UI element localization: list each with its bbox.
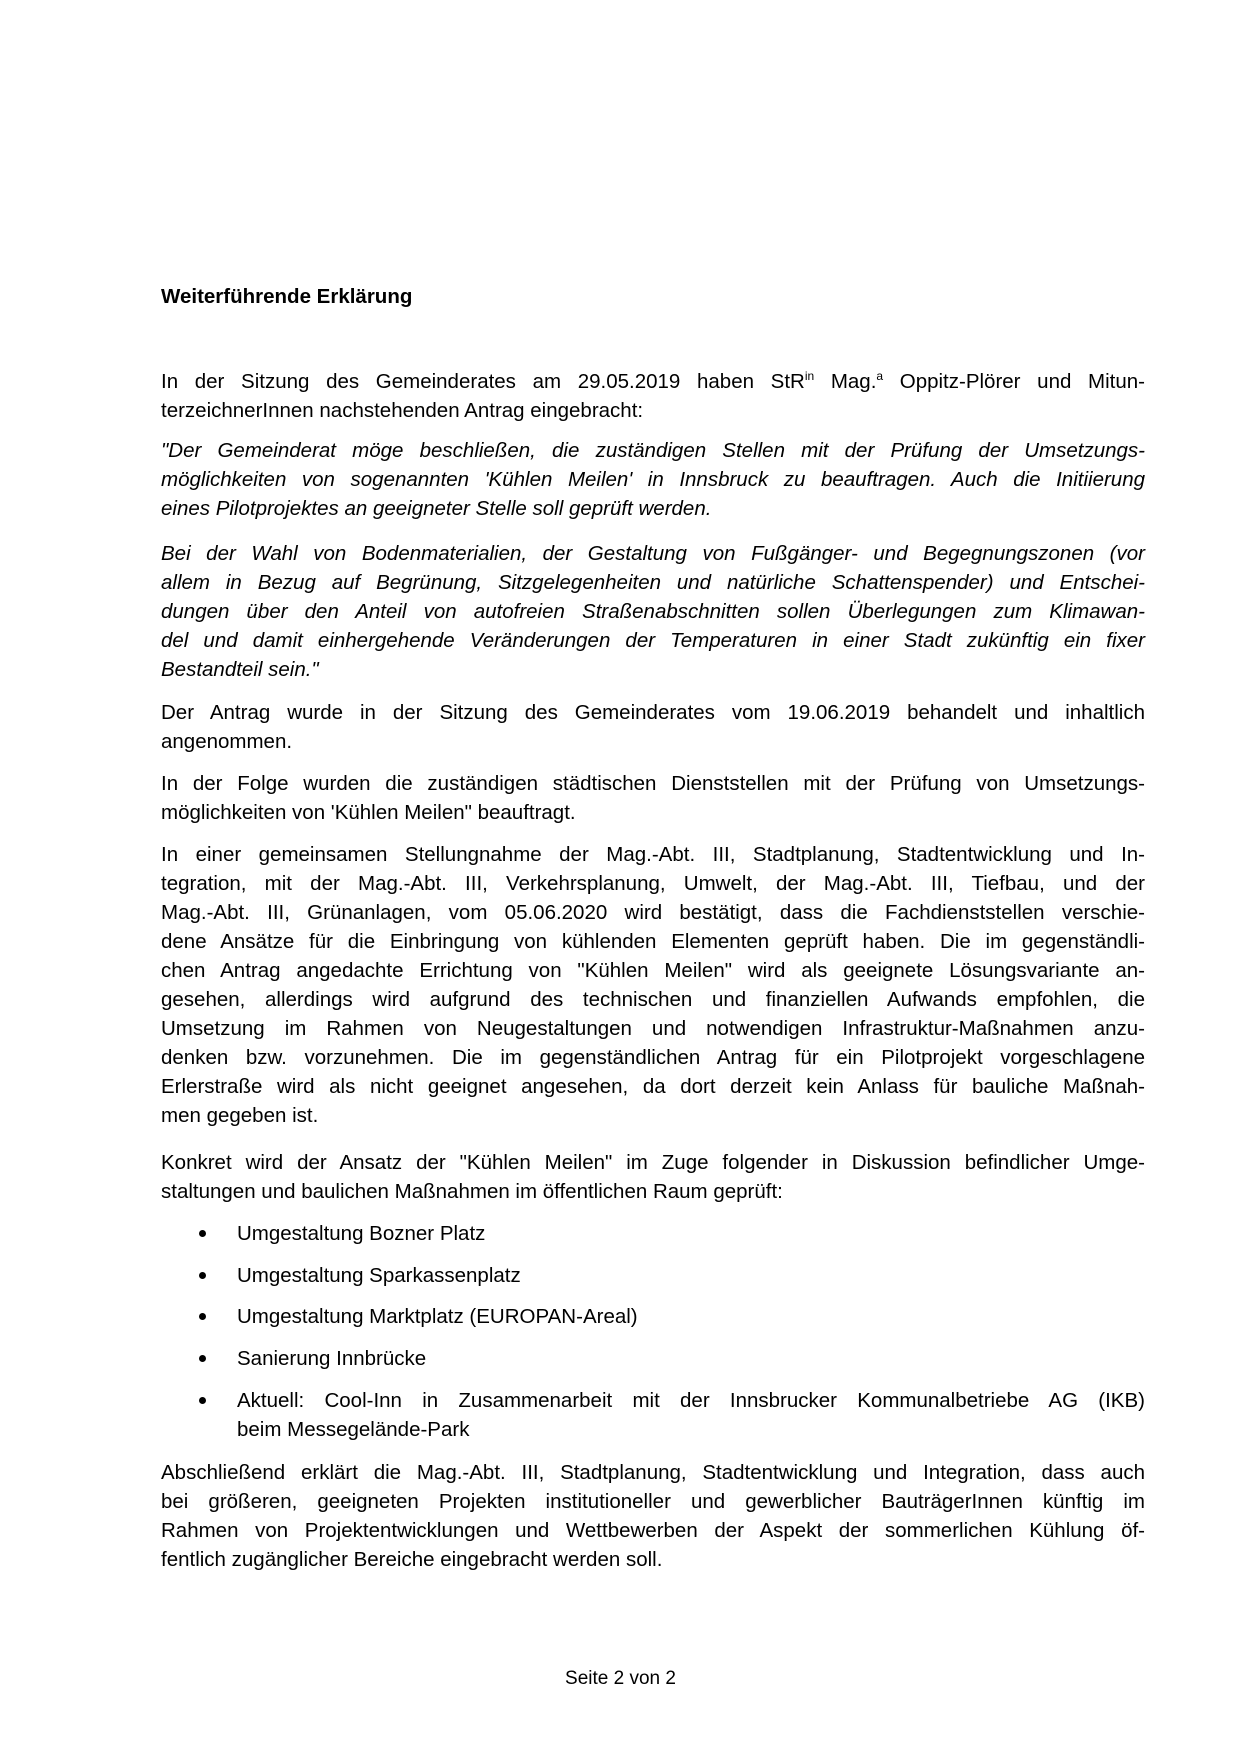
text-line: men gegeben ist.	[161, 1104, 319, 1127]
text-line: möglichkeiten von 'Kühlen Meilen" beauftragt.	[161, 801, 576, 824]
text-line: Der Antrag wurde in der Sitzung des Gemeinderates vom 19.06.2019 behandelt und inhaltlich	[161, 701, 1145, 724]
text-line: In einer gemeinsamen Stellungnahme der Mag.-Abt. III, Stadtplanung, Stadtentwicklung und In-	[161, 843, 1145, 866]
paragraph-statement	[161, 840, 1145, 1130]
bullet-item	[161, 1344, 1145, 1373]
bullet-text: Umgestaltung Sparkassenplatz	[237, 1264, 521, 1287]
paragraph-decision	[161, 698, 1145, 756]
quote-paragraph-1	[161, 436, 1145, 523]
text-line: Bestandteil sein."	[161, 658, 319, 681]
paragraph-projects-intro	[161, 1148, 1145, 1206]
intro-line-2: terzeichnerInnen nachstehenden Antrag eingebracht:	[161, 399, 644, 422]
text-line: allem in Bezug auf Begrünung, Sitzgelegenheiten und natürliche Schattenspender) und Entschei-	[161, 571, 1145, 594]
text-line: In der Folge wurden die zuständigen städtischen Dienststellen mit der Prüfung von Umsetzungs-	[161, 772, 1145, 795]
text-line: bei größeren, geeigneten Projekten institutioneller und gewerblicher BauträgerInnen künftig im	[161, 1490, 1145, 1513]
bullet-icon	[199, 1355, 206, 1362]
intro-line-1: In der Sitzung des Gemeinderates am 29.05.2019 haben StR$^{in}$ Mag.$^a$ Oppitz-Plörer und Mitun-	[161, 369, 1145, 393]
paragraph-conclusion	[161, 1458, 1145, 1574]
text-line: chen Antrag angedachte Errichtung von "Kühlen Meilen" wird als geeignete Lösungsvariante an-	[161, 959, 1145, 982]
text-line: Erlerstraße wird als nicht geeignet angesehen, da dort derzeit kein Anlass für bauliche Maßnah-	[161, 1075, 1145, 1098]
text-line: dungen über den Anteil von autofreien Straßenabschnitten sollen Überlegungen zum Klimawan-	[161, 600, 1145, 623]
bullet-text: Umgestaltung Marktplatz (EUROPAN-Areal)	[237, 1305, 638, 1328]
text-line: angenommen.	[161, 730, 293, 753]
bullet-text: Umgestaltung Bozner Platz	[237, 1222, 486, 1245]
bullet-item	[161, 1386, 1145, 1444]
paragraph-assignment	[161, 769, 1145, 827]
section-heading: Weiterführende Erklärung	[161, 285, 413, 308]
text-line: tegration, mit der Mag.-Abt. III, Verkehrsplanung, Umwelt, der Mag.-Abt. III, Tiefbau, und der	[161, 872, 1145, 895]
bullet-icon	[199, 1230, 206, 1237]
bullet-icon	[199, 1397, 206, 1404]
text-line: möglichkeiten von sogenannten 'Kühlen Meilen' in Innsbruck zu beauftragen. Auch die Initiierung	[161, 468, 1145, 491]
text-line: dene Ansätze für die Einbringung von kühlenden Elementen geprüft haben. Die im gegenständli-	[161, 930, 1145, 953]
text-line: fentlich zugänglicher Bereiche eingebracht werden soll.	[161, 1548, 663, 1571]
bullet-text-line: Aktuell: Cool-Inn in Zusammenarbeit mit der Innsbrucker Kommunalbetriebe AG (IKB)	[237, 1389, 1145, 1412]
text-line: staltungen und baulichen Maßnahmen im öffentlichen Raum geprüft:	[161, 1180, 783, 1203]
intro-paragraph	[161, 367, 1145, 425]
bullet-item	[161, 1302, 1145, 1331]
text-line: Abschließend erklärt die Mag.-Abt. III, Stadtplanung, Stadtentwicklung und Integration, dass auch	[161, 1461, 1145, 1484]
text-line: Bei der Wahl von Bodenmaterialien, der Gestaltung von Fußgänger- und Begegnungszonen (vor	[161, 542, 1145, 565]
bullet-icon	[199, 1272, 206, 1279]
bullet-text-line: beim Messegelände-Park	[237, 1418, 470, 1441]
text-line: del und damit einhergehende Veränderungen der Temperaturen in einer Stadt zukünftig ein fixer	[161, 629, 1145, 652]
text-line: Umsetzung im Rahmen von Neugestaltungen und notwendigen Infrastruktur-Maßnahmen anzu-	[161, 1017, 1145, 1040]
quote-paragraph-2	[161, 539, 1145, 684]
text-line: Mag.-Abt. III, Grünanlagen, vom 05.06.2020 wird bestätigt, dass die Fachdienststellen verschie-	[161, 901, 1145, 924]
bullet-icon	[199, 1313, 206, 1320]
bullet-item	[161, 1219, 1145, 1248]
text-line: denken bzw. vorzunehmen. Die im gegenständlichen Antrag für ein Pilotprojekt vorgeschlagene	[161, 1046, 1145, 1069]
bullet-item	[161, 1261, 1145, 1290]
text-line: gesehen, allerdings wird aufgrund des technischen und finanziellen Aufwands empfohlen, die	[161, 988, 1145, 1011]
bullet-text	[237, 1386, 1145, 1444]
page-number: Seite 2 von 2	[565, 1668, 676, 1689]
bullet-text: Sanierung Innbrücke	[237, 1347, 427, 1370]
text-line: Rahmen von Projektentwicklungen und Wettbewerben der Aspekt der sommerlichen Kühlung öf-	[161, 1519, 1145, 1542]
text-line: eines Pilotprojektes an geeigneter Stelle soll geprüft werden.	[161, 497, 712, 520]
text-line: "Der Gemeinderat möge beschließen, die zuständigen Stellen mit der Prüfung der Umsetzungs-	[161, 439, 1145, 462]
text-line: Konkret wird der Ansatz der "Kühlen Meilen" im Zuge folgender in Diskussion befindlicher Umge-	[161, 1151, 1145, 1174]
